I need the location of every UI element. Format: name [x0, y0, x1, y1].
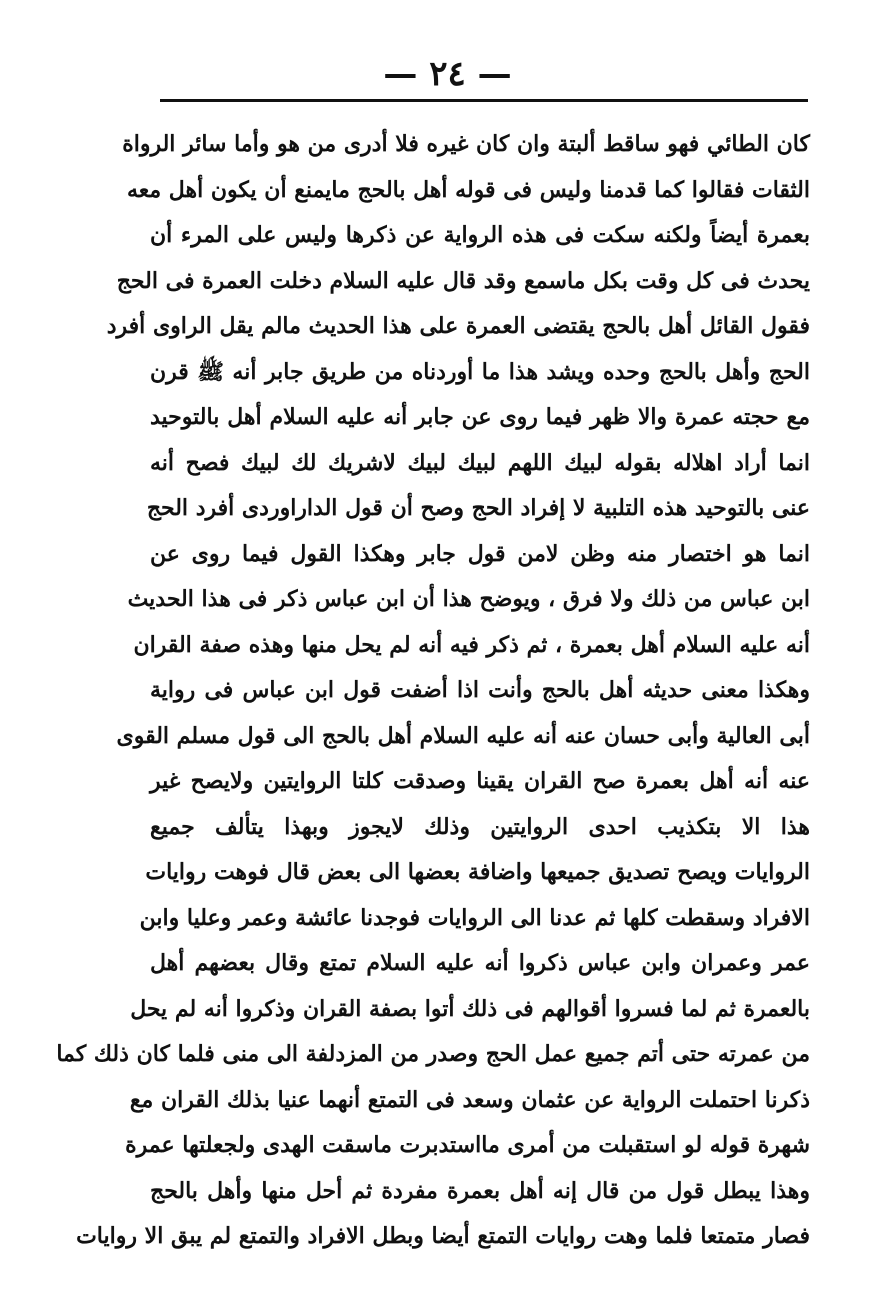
text-line: انما هو اختصار منه وظن لامن قول جابر وهكذا القول فيما روى عن: [150, 540, 810, 567]
text-line: عنى بالتوحيد هذه التلبية لا إفراد الحج وصح أن قول الداراوردى أفرد الحج: [146, 495, 810, 521]
body-text: [56, 122, 810, 1260]
text-line: ابن عباس من ذلك ولا فرق ، ويوضح هذا أن ابن عباس ذكر فى هذا الحديث: [127, 586, 810, 612]
text-line: الروايات ويصح تصديق جميعها واضافة بعضها الى بعض قال فوهت روايات: [145, 859, 810, 885]
text-line: من عمرته حتى أتم جميع عمل الحج وصدر من المزدلفة الى منى فلما كان ذلك كما: [56, 1041, 810, 1067]
text-line: الافراد وسقطت كلها ثم عدنا الى الروايات فوجدنا عائشة وعمر وعليا وابن: [139, 904, 810, 931]
text-line: أنه عليه السلام أهل بعمرة ، ثم ذكر فيه أنه لم يحل منها وهذه صفة القران: [133, 631, 810, 658]
header-rule: [160, 99, 808, 102]
text-line: أبى العالية وأبى حسان عنه أنه عليه السلام أهل بالحج الى قول مسلم القوى: [116, 722, 810, 749]
text-line: ذكرنا احتملت الرواية عن عثمان وسعد فى التمتع أنهما عنيا بذلك القران مع: [129, 1086, 810, 1113]
text-line: بعمرة أيضاً ولكنه سكت فى هذه الرواية عن ذكرها وليس على المرء أن: [150, 222, 810, 248]
text-line: هذا الا بتكذيب احدى الروايتين وذلك لايجوز وبهذا يتألف جميع: [150, 813, 810, 840]
text-line: عنه أنه أهل بعمرة صح القران يقينا وصدقت كلتا الروايتين ولايصح غير: [150, 768, 810, 794]
text-line: بالعمرة ثم لما فسروا أقوالهم فى ذلك أتوا بصفة القران وذكروا أنه لم يحل: [130, 995, 810, 1022]
text-line: كان الطائي فهو ساقط ألبتة وان كان غيره فلا أدرى من هو وأما سائر الرواة: [122, 131, 810, 157]
text-line: عمر وعمران وابن عباس ذكروا أنه عليه السلام تمتع وقال بعضهم أهل: [150, 950, 810, 976]
text-line: شهرة قوله لو استقبلت من أمرى مااستدبرت ماسقت الهدى ولجعلتها عمرة: [125, 1132, 810, 1158]
text-line: يحدث فى كل وقت بكل ماسمع وقد قال عليه السلام دخلت العمرة فى الحج: [116, 267, 810, 294]
text-line: فقول القائل أهل بالحج يقتضى العمرة على هذا الحديث مالم يقل الراوى أفرد: [106, 313, 810, 339]
text-line: مع حجته عمرة والا ظهر فيما روى عن جابر أنه عليه السلام أهل بالتوحيد: [150, 404, 810, 430]
text-line: فصار متمتعا فلما وهت روايات التمتع أيضا وبطل الافراد والتمتع لم يبق الا روايات: [76, 1223, 810, 1249]
page-number: — ٢٤ —: [383, 54, 512, 94]
text-line: وهذا يبطل قول من قال إنه أهل بعمرة مفردة ثم أحل منها وأهل بالحج: [150, 1177, 810, 1204]
text-line: وهكذا معنى حديثه أهل بالحج وأنت اذا أضفت قول ابن عباس فى رواية: [150, 677, 810, 703]
text-line: الحج وأهل بالحج وحده ويشد هذا ما أوردناه من طريق جابر أنه ﷺ قرن: [150, 358, 810, 385]
text-line: انما أراد اهلاله بقوله لبيك اللهم لبيك لبيك لاشريك لك لبيك فصح أنه: [150, 449, 810, 476]
text-line: الثقات فقالوا كما قدمنا وليس فى قوله أهل بالحج مايمنع أن يكون أهل معه: [126, 176, 810, 203]
